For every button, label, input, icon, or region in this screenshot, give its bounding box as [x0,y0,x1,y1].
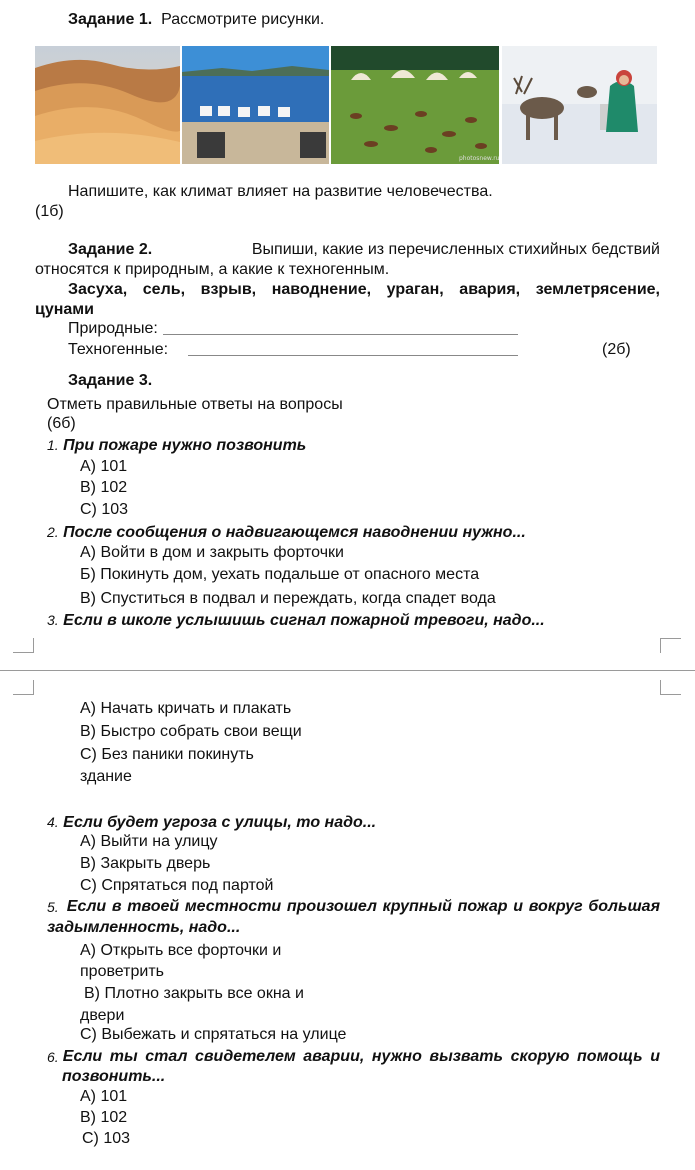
q2-option-c[interactable]: В) Спуститься в подвал и переждать, когда спадет вода [80,590,496,607]
q1-option-a[interactable]: А) 101 [80,458,128,475]
task3-points: (6б) [47,415,76,432]
q3-option-a[interactable]: А) Начать кричать и плакать [80,700,292,717]
q2-option-b[interactable]: Б) Покинуть дом, уехать подальше от опасного места [80,566,480,583]
q6-option-b[interactable]: В) 102 [80,1109,128,1126]
page-corner-mark [13,680,34,695]
q5-option-a[interactable]: А) Открыть все форточки и [80,942,282,959]
q1-option-c[interactable]: С) 103 [80,501,129,518]
reindeer-herder-image [502,46,657,164]
page-break-divider [0,670,695,671]
yurts-pasture-image [331,46,499,164]
task2-line2: относятся к природным, а какие к техногенным. [35,261,390,278]
q4-option-a[interactable]: А) Выйти на улицу [80,833,218,850]
task1-prompt: Напишите, как климат влияет на развитие человечества. [68,183,493,200]
q5-option-b-cont: двери [80,1007,125,1024]
manmade-answer-line[interactable] [188,355,518,356]
q6-option-c[interactable]: С) 103 [82,1130,131,1147]
task1-heading: Задание 1. Рассмотрите рисунки. [68,11,325,28]
q3-option-c[interactable]: С) Без паники покинуть [80,746,254,763]
q2-option-a[interactable]: А) Войти в дом и закрыть форточки [80,544,344,561]
page-corner-mark [13,638,34,653]
task3-title: Задание 3. [68,372,153,389]
hazards-list-line1: Засуха, сель, взрыв, наводнение, ураган, авария, землетрясение, [68,281,660,298]
q6-option-a[interactable]: А) 101 [80,1088,128,1105]
q5-option-c[interactable]: С) Выбежать и спрятаться на улице [80,1026,347,1043]
manmade-label: Техногенные: [68,341,169,358]
hazards-list-line2: цунами [35,301,94,318]
page-corner-mark [660,638,681,653]
question-3: 3. Если в школе услышишь сигнал пожарной тревоги, надо... [47,612,545,629]
question-4: 4. Если будет угроза с улицы, то надо... [47,814,377,831]
task1-points: (1б) [35,203,64,220]
photo-credit: photosnew.ru [459,155,499,162]
question-5: 5. Если в твоей местности произошел крупный пожар и вокруг большая [47,898,660,915]
page-corner-mark [660,680,681,695]
question-5-cont: задымленность, надо... [47,919,241,936]
beach-image [182,46,329,164]
q3-option-c-cont: здание [80,768,132,785]
task2-line1: Задание 2. Выпиши, какие из перечисленных стихийных бедствий [68,241,660,258]
q5-option-a-cont: проветрить [80,963,164,980]
q4-option-c[interactable]: С) Спрятаться под партой [80,877,274,894]
q3-option-b[interactable]: В) Быстро собрать свои вещи [80,723,302,740]
question-1: 1. При пожаре нужно позвонить [47,437,307,454]
natural-answer-line[interactable] [163,334,518,335]
desert-image [35,46,180,164]
question-6: 6. Если ты стал свидетелем аварии, нужно вызвать скорую помощь и [47,1048,660,1065]
question-2: 2. После сообщения о надвигающемся наводнении нужно... [47,524,526,541]
natural-label: Природные: [68,320,158,337]
task3-intro: Отметь правильные ответы на вопросы [47,396,343,413]
q1-option-b[interactable]: В) 102 [80,479,128,496]
task2-points: (2б) [602,341,631,358]
q5-option-b[interactable]: В) Плотно закрыть все окна и [84,985,304,1002]
question-6-cont: позвонить... [62,1068,166,1085]
q4-option-b[interactable]: В) Закрыть дверь [80,855,211,872]
